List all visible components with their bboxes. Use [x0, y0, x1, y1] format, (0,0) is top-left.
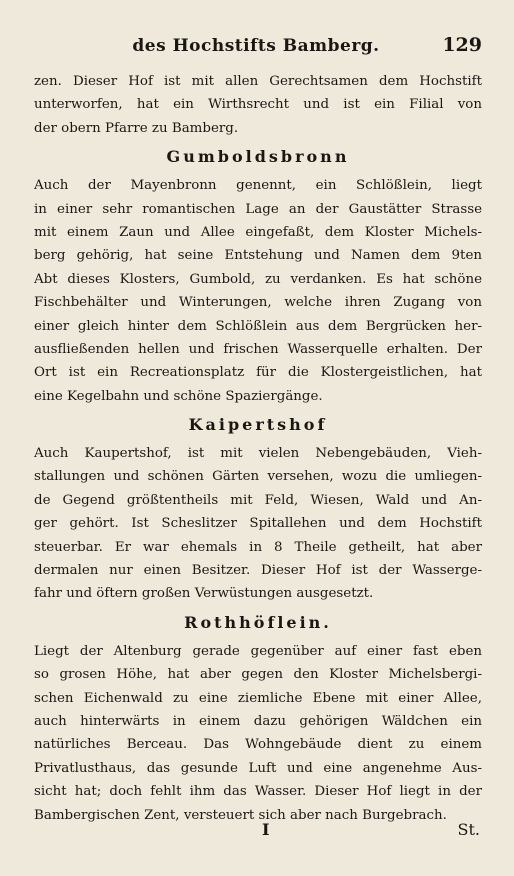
- text-line: mit einem Zaun und Allee eingefaßt, dem Kloster Michels-: [34, 224, 482, 240]
- text-line: sicht hat; doch fehlt ihm das Wasser. Dieser Hof liegt in der: [34, 784, 482, 800]
- section-heading: Rothhöflein.: [184, 612, 332, 632]
- section-heading: Gumboldsbronn: [166, 147, 350, 167]
- signature-mark: I: [262, 820, 270, 839]
- text-line: fahr und öftern großen Verwüstungen ausgesetzt.: [34, 586, 374, 602]
- page-body: [34, 70, 482, 827]
- section: [34, 606, 482, 827]
- text-line: zen. Dieser Hof ist mit allen Gerechtsamen dem Hochstift: [34, 74, 482, 89]
- text-line: eine Kegelbahn und schöne Spaziergänge.: [34, 388, 323, 404]
- text-line: so grosen Höhe, hat aber gegen den Kloster Michelsbergi-: [34, 667, 482, 683]
- text-line: de Gegend größtentheils mit Feld, Wiesen, Wald und An-: [34, 492, 482, 508]
- section-heading: Kaipertshof: [188, 415, 328, 435]
- running-head: [30, 36, 482, 62]
- text-line: Abt dieses Klosters, Gumbold, zu verdanken. Es hat schöne: [34, 271, 482, 287]
- text-line: natürliches Berceau. Das Wohngebäude dient zu einem: [34, 737, 482, 753]
- text-line: Bambergischen Zent, versteuert sich aber nach Burgebrach.: [34, 807, 447, 823]
- section: [34, 70, 482, 140]
- text-line: Fischbehälter und Winterungen, welche ihren Zugang von: [34, 295, 482, 311]
- text-line: Ort ist ein Recreationsplatz für die Klostergeistlichen, hat: [34, 365, 482, 381]
- text-line: ger gehört. Ist Scheslitzer Spitallehen und dem Hochstift: [34, 516, 482, 532]
- catchword: St.: [457, 820, 480, 839]
- page-number: 129: [442, 34, 482, 56]
- page-footer: [34, 820, 482, 850]
- text-line: schen Eichenwald zu eine ziemliche Ebene mit einer Allee,: [34, 690, 482, 706]
- text-line: stallungen und schönen Gärten versehen, wozu die umliegen-: [34, 469, 482, 485]
- text-line: einer gleich hinter dem Schlößlein aus dem Bergrücken her-: [34, 318, 482, 334]
- section: [34, 408, 482, 606]
- running-title: des Hochstifts Bamberg.: [132, 36, 380, 56]
- text-line: in einer sehr romantischen Lage an der Gaustätter Strasse: [34, 201, 482, 217]
- section: [34, 140, 482, 408]
- text-line: dermalen nur einen Besitzer. Dieser Hof ist der Wasserge-: [34, 563, 482, 579]
- text-line: berg gehörig, hat seine Entstehung und Namen dem 9ten: [34, 248, 482, 264]
- text-line: Privatlusthaus, das gesunde Luft und eine angenehme Aus-: [34, 760, 482, 776]
- text-line: ausfließenden hellen und frischen Wasserquelle erhalten. Der: [34, 341, 482, 357]
- text-line: unterworfen, hat ein Wirthsrecht und ist ein Filial von: [34, 97, 482, 113]
- text-line: auch hinterwärts in einem dazu gehörigen Wäldchen ein: [34, 713, 482, 729]
- text-line: Auch Kaupertshof, ist mit vielen Nebengebäuden, Vieh-: [34, 446, 482, 462]
- text-line: Auch der Mayenbronn genennt, ein Schlößlein, liegt: [34, 178, 482, 194]
- text-line: steuerbar. Er war ehemals in 8 Theile getheilt, hat aber: [34, 539, 482, 555]
- text-line: der obern Pfarre zu Bamberg.: [34, 120, 239, 136]
- text-line: Liegt der Altenburg gerade gegenüber auf einer fast eben: [34, 643, 482, 659]
